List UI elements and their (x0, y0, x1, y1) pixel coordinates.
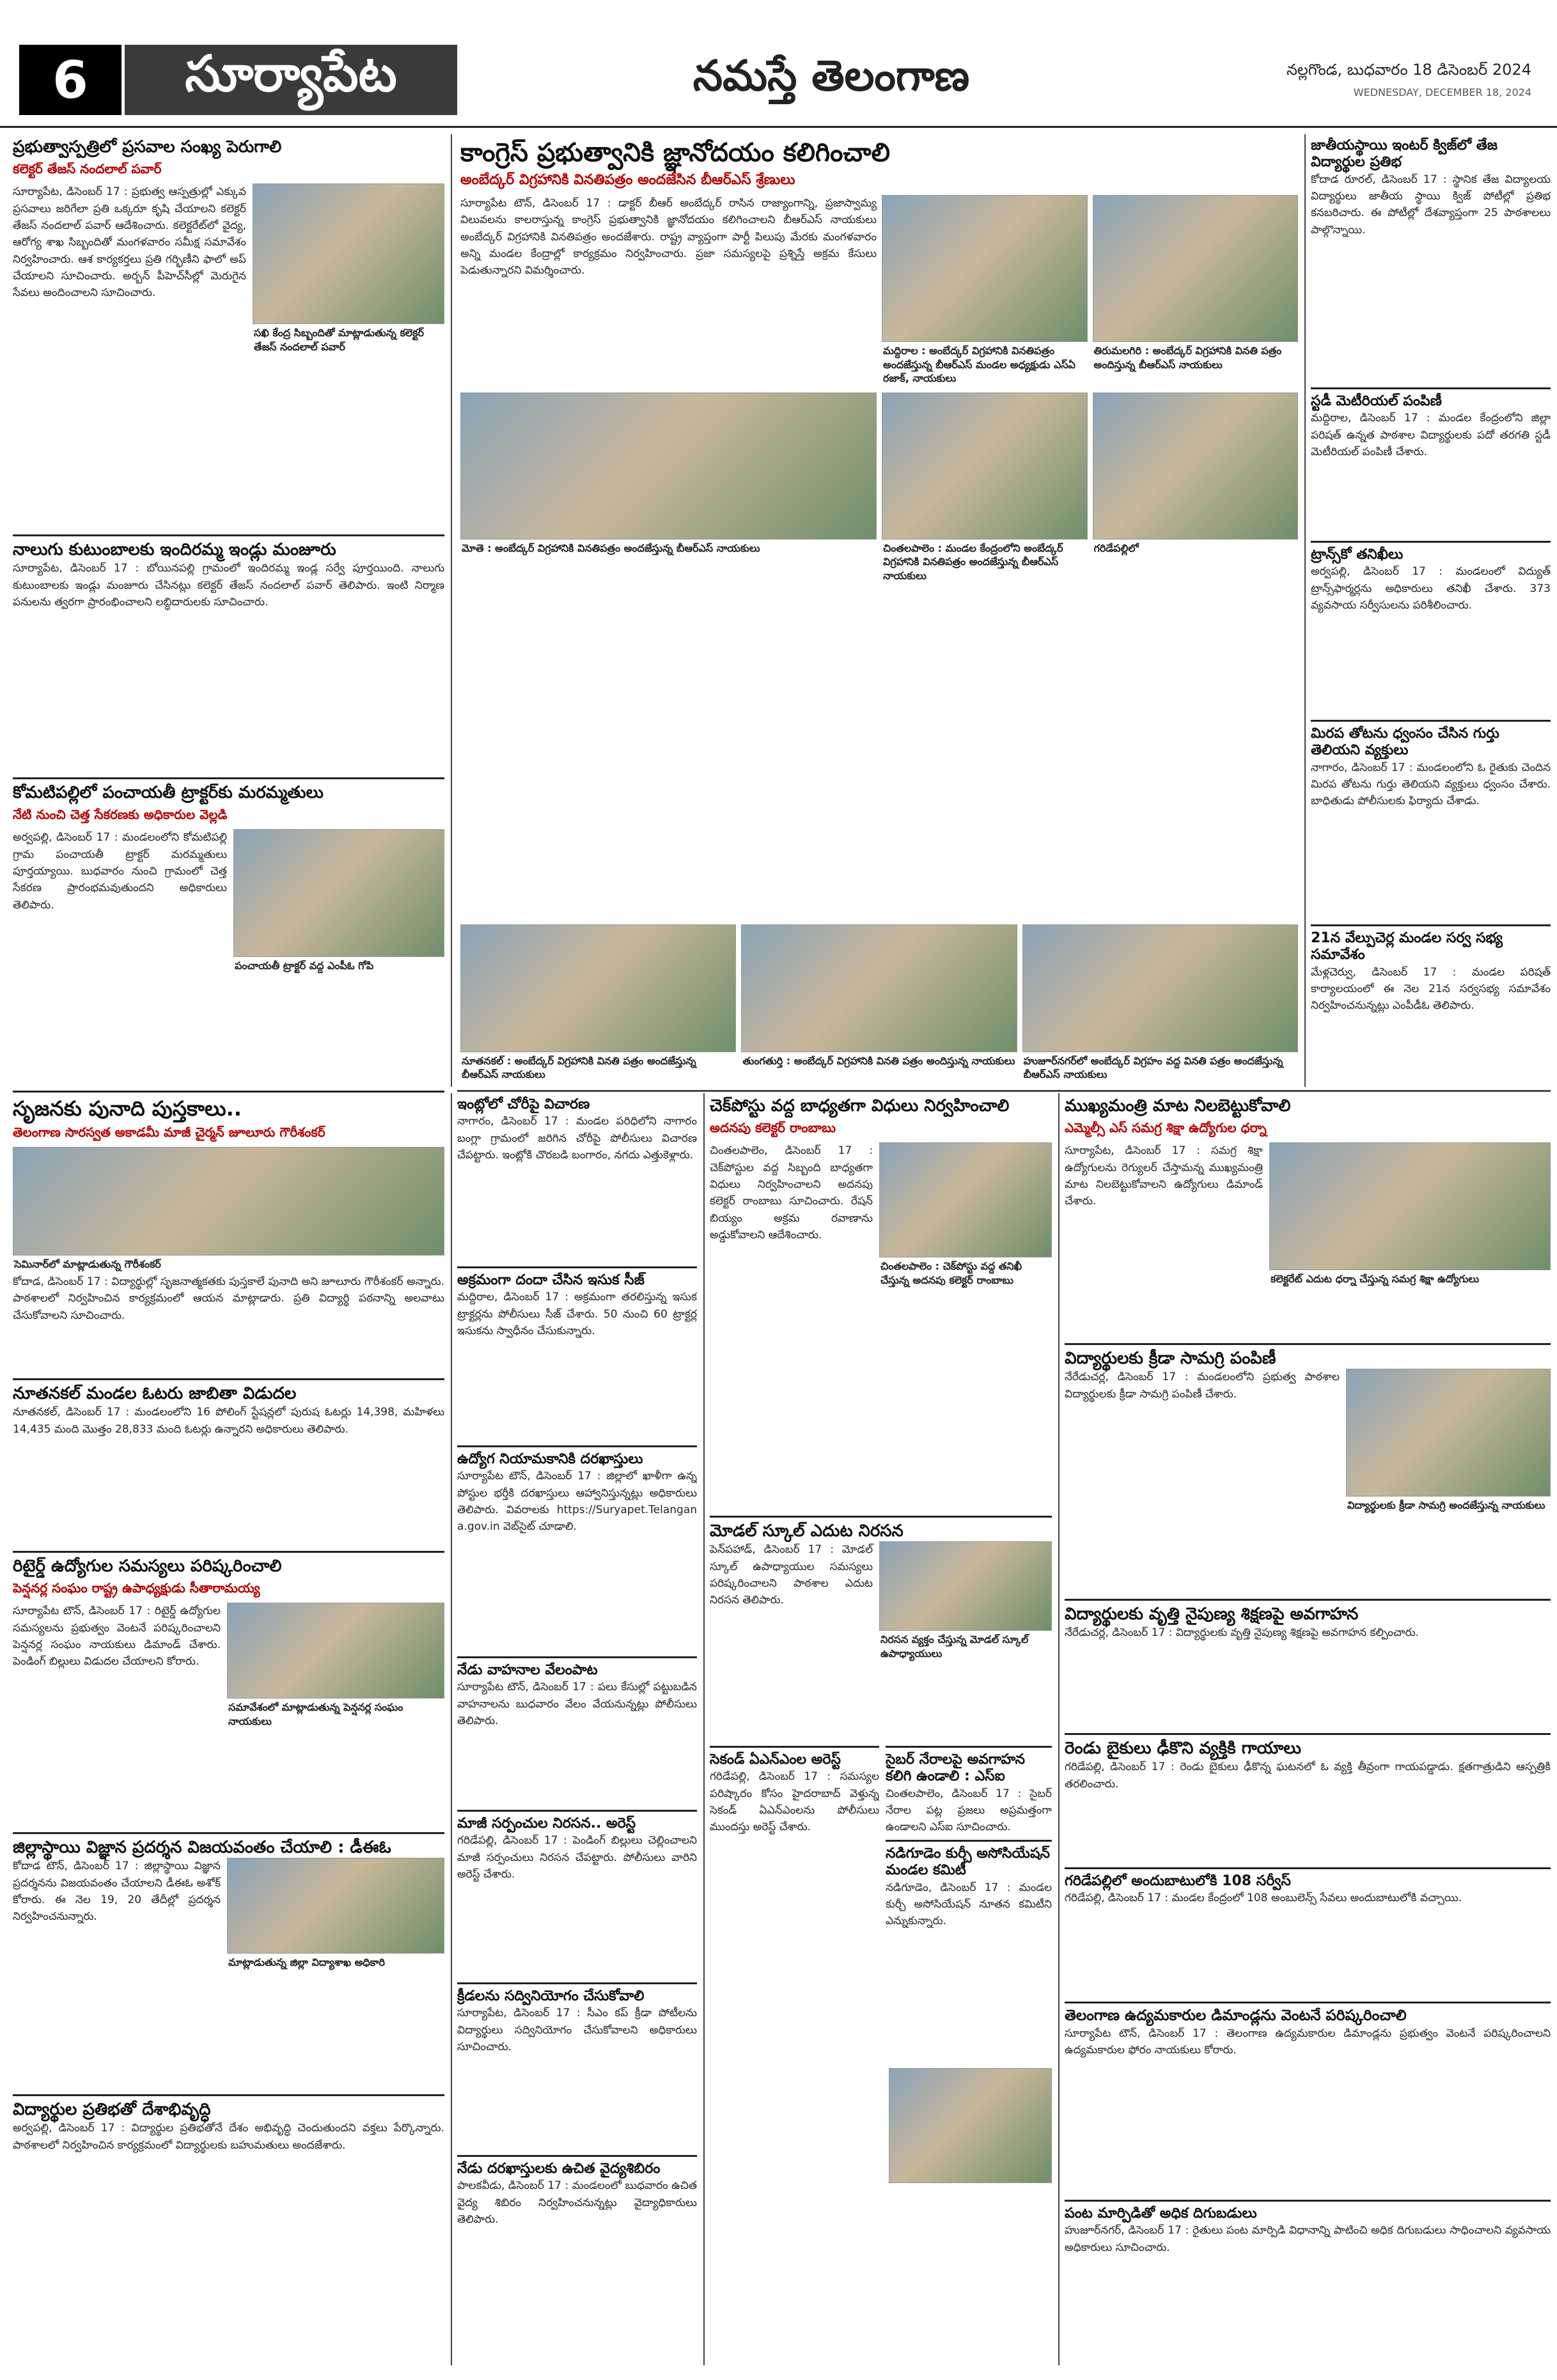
headline: జిల్లాస్థాయి విజ్ఞాన ప్రదర్శన విజయవంతం చేయాలి : డీఈఓ (13, 1838, 391, 1857)
lead-photo-7 (741, 924, 1017, 1052)
headline: నేడు దరఖాస్తులకు ఉచిత వైద్యశిబిరం (457, 2161, 661, 2177)
headline: నేడు వాహనాల వేలంపాట (457, 1662, 598, 1678)
article-body: అర్వపల్లి, డిసెంబర్ 17 : మండలంలో విద్యుత్ ట్రాన్స్‌ఫార్మర్లను అధికారులు తనిఖీ చేశారు. 373 వ్యవసాయ సర్వీసులను పరిశీలించారు. (1311, 565, 1551, 612)
headline: స్టడీ మెటీరియల్ పంపిణీ (1311, 393, 1442, 409)
subhead: ఎమ్మెల్సీ ఎస్ సమగ్ర శిక్షా ఉద్యోగుల ధర్నా (1065, 1120, 1267, 1136)
article-body: సూర్యాపేట, డిసెంబర్ 17 : సీఎం కప్ క్రీడా పోటీలను విద్యార్థులు సద్వినియోగం చేసుకోవాలని అధికారులు సూచించారు. (457, 2007, 697, 2054)
dharna-photo (1269, 1142, 1551, 1270)
article-body: నేరేడుచర్ల, డిసెంబర్ 17 : మండలంలోని ప్రభుత్వ పాఠశాల విద్యార్థులకు క్రీడా సామగ్రి పంపిణీ చేశారు. (1065, 1371, 1340, 1401)
dateline (1287, 61, 1531, 98)
article-body: మేళ్లచెర్వు, డిసెంబర్ 17 : మండల పరిషత్ కార్యాలయంలో ఈ నెల 21న సర్వసభ్య సమావేశం నిర్వహించనున్నట్లు ఎంపీడీఓ తెలిపారు. (1311, 965, 1551, 1013)
headline: విద్యార్థులకు క్రీడా సామగ్రి పంపిణీ (1065, 1349, 1276, 1368)
article-activists (1065, 1998, 1551, 2189)
headline: రిటైర్డ్ ఉద్యోగుల సమస్యలు పరిష్కరించాలి (13, 1557, 282, 1576)
article-medical-camp (457, 2151, 697, 2365)
article-crop-rotation (1065, 2196, 1551, 2365)
sports-kit-photo (1346, 1369, 1551, 1497)
tractor-photo (233, 829, 444, 957)
photo-caption: నిరసన వ్యక్తం చేస్తున్న మోడల్ స్కూల్ ఉపాధ్యాయులు (880, 1633, 1029, 1660)
article-body: కోదాడ, డిసెంబర్ 17 : విద్యార్థుల్లో సృజనాత్మకతకు పుస్తకాలే పునాది అని జూలూరు గౌరీశంకర్ అన్నారు. పాఠశాలలో నిర్వహించిన కార్యక్రమంలో ఆయన మాట్లాడారు. ప్రతి విద్యార్థి పఠనాన్ని అలవాటు చేసుకోవాలని సూచించారు. (13, 1275, 444, 1322)
article-sports (457, 1979, 697, 2145)
article-body: చింతలపాలెం, డిసెంబర్ 17 : చెక్‌పోస్టుల వద్ద సిబ్బంది బాధ్యతగా విధులు నిర్వహించాలని అదనపు కలెక్టర్ రాంబాబు సూచించారు. రేషన్ బియ్యం అక్రమ రవాణాను అడ్డుకోవాలని ఆదేశించారు. (710, 1144, 873, 1241)
photo-caption: పంచాయతీ ట్రాక్టర్ వద్ద ఎంపీఓ గోపి (235, 960, 374, 972)
article-sand-seized (457, 1263, 697, 1435)
article-body: కోదాడ రూరల్, డిసెంబర్ 17 : స్థానిక తేజ విద్యాలయ విద్యార్థులు జాతీయ స్థాయి క్విజ్ పోటీల్లో ప్రతిభ కనబరిచారు. ఈ పోటీల్లో దేశవ్యాప్తంగా 25 పాఠశాలలు పాల్గొన్నాయి. (1311, 173, 1551, 237)
article-body: చింతలపాలెం, డిసెంబర్ 17 : సైబర్ నేరాల పట్ల ప్రజలు అప్రమత్తంగా ఉండాలని ఎస్ఐ సూచించారు. (886, 1787, 1052, 1834)
article-body: సూర్యాపేట, డిసెంబర్ 17 : సమగ్ర శిక్షా ఉద్యోగులను రెగ్యులర్ చేస్తామన్న ముఖ్యమంత్రి మాట నిలబెట్టుకోవాలని ఉద్యోగులు డిమాండ్ చేశారు. (1065, 1144, 1263, 1208)
article-study-material (1311, 384, 1551, 531)
subhead: పెన్షనర్ల సంఘం రాష్ట్ర ఉపాధ్యక్షుడు సీతారామయ్య (13, 1580, 260, 1596)
photo-caption: తుంగతుర్తి : అంబేద్కర్ విగ్రహానికి వినతి పత్రం అందిస్తున్న నాయకులు (742, 1054, 1015, 1067)
article-quiz (1311, 137, 1551, 380)
lead-photo-6 (460, 924, 736, 1052)
article-body: నాగారం, డిసెంబర్ 17 : మండలంలోని ఓ రైతుకు చెందిన మిరప తోటను గుర్తు తెలియని వ్యక్తులు ధ్వంసం చేశారు. బాధితుడు పోలీసులకు ఫిర్యాదు చేశాడు. (1311, 761, 1551, 808)
headline: మాజీ సర్పంచుల నిరసన.. అరెస్ట్ (457, 1816, 636, 1832)
subhead: నేటి నుంచి చెత్త సేకరణకు అధికారుల వెల్లడి (13, 807, 228, 823)
headline: ఉద్యోగ నియామకానికి దరఖాస్తులు (457, 1451, 643, 1467)
lead-photo-3 (460, 393, 877, 540)
article-body: నడిగూడెం, డిసెంబర్ 17 : మండల కుర్చీ అసోసియేషన్ నూతన కమిటీని ఎన్నుకున్నారు. (886, 1881, 1052, 1928)
article-body: కోదాడ టౌన్, డిసెంబర్ 17 : జిల్లాస్థాయి విజ్ఞాన ప్రదర్శనను విజయవంతం చేయాలని డీఈఓ అశోక్ కోరారు. ఈ నెల 19, 20 తేదీల్లో ప్రదర్శన నిర్వహించనున్నారు. (13, 1860, 221, 1924)
newspaper-name: నమస్తే తెలంగాణ (692, 51, 970, 100)
headline: ట్రాన్స్‌కో తనిఖీలు (1311, 547, 1404, 563)
subhead: అదనపు కలెక్టర్ రాంబాబు (710, 1120, 836, 1136)
headline: అక్రమంగా దందా చేసిన ఇసుక సీజ్ (457, 1272, 645, 1288)
article-books (13, 1087, 444, 1368)
article-body: సూర్యాపేట టౌన్, డిసెంబర్ 17 : పలు కేసుల్లో పట్టుబడిన వాహనాలను బుధవారం వేలం వేయనున్నట్లు పోలీసులు తెలిపారు. (457, 1681, 697, 1728)
lead-subhead: అంబేద్కర్ విగ్రహానికి వినతిపత్రం అందజేసిన బీఆర్ఎస్ శ్రేణులు (460, 172, 795, 188)
article-body: సూర్యాపేట, డిసెంబర్ 17 : ప్రభుత్వ ఆస్పత్రుల్లో ఎక్కువ ప్రసవాలు జరిగేలా ప్రతి ఒక్కరూ కృషి చేయాలని కలెక్టర్ తేజస్ నందలాల్ పవార్ ఆదేశించారు. కలెక్టరేట్‌లో వైద్య, ఆరోగ్య శాఖ సిబ్బందితో మంగళవారం సమీక్ష సమావేశం నిర్వహించారు. ఆశ కార్యకర్తలు ప్రతి గర్భిణీని ఫాలో అప్ చేయాలని సూచించారు. అర్బన్ పీహెచ్‌సీల్లో మెరుగైన సేవలు అందించాలని సూచించారు. (13, 185, 246, 300)
article-body: సూర్యాపేట, డిసెంబర్ 17 : బోయినపల్లి గ్రామంలో ఇందిరమ్మ ఇండ్ల సర్వే పూర్తయింది. నాలుగు కుటుంబాలకు ఇండ్లు మంజూరు చేసినట్లు కలెక్టర్ తేజస్ నందలాల్ పవార్ తెలిపారు. ఇంటి నిర్మాణ పనులను త్వరగా ప్రారంభించాలని లబ్ధిదారులకు సూచించారు. (13, 562, 444, 609)
article-science-fair (13, 1828, 444, 2084)
article-body: సూర్యాపేట టౌన్, డిసెంబర్ 17 : జిల్లాలో ఖాళీగా ఉన్న పోస్టుల భర్తీకి దరఖాస్తులు ఆహ్వానిస్తున్నట్లు అధికారులు తెలిపారు. వివరాలకు https://Suryapet.Telangana.gov.in వెబ్‌సైట్ చూడాలి. (457, 1470, 697, 1534)
photo-caption: సమావేశంలో మాట్లాడుతున్న పెన్షనర్ల సంఘం నాయకులు (228, 1701, 403, 1727)
article-tractor-repair (13, 774, 444, 1080)
article-vehicle-auction (457, 1653, 697, 1800)
protest-photo (879, 1541, 1052, 1631)
association-photo (889, 2068, 1052, 2183)
lead-photo-1 (882, 195, 1088, 342)
article-body: సూర్యాపేట టౌన్, డిసెంబర్ 17 : తెలంగాణ ఉద్యమకారుల డిమాండ్లను ప్రభుత్వం వెంటనే పరిష్కరించాలని ఉద్యమకారుల ఫోరం నాయకులు కోరారు. (1065, 2026, 1551, 2057)
lead-photo-2 (1093, 195, 1299, 342)
article-body: నాగారం, డిసెంబర్ 17 : మండల పరిధిలోని నాగారం బంగ్లా గ్రామంలో జరిగిన చోరీపై పోలీసులు విచారణ చేపట్టారు. ఇంట్లోకి చొరబడి బంగారం, నగదు ఎత్తుకెళ్లారు. (457, 1115, 697, 1162)
headline: 21న వేల్పుచెర్ల మండల సర్వ సభ్య సమావేశం (1311, 930, 1503, 963)
headline: నడిగూడెం కుర్చీ అసోసియేషన్ మండల కమిటీ (886, 1845, 1050, 1879)
article-sarpanch-arrest (457, 1806, 697, 1972)
article-body: హుజూర్‌నగర్, డిసెంబర్ 17 : రైతులు పంట మార్పిడి విధానాన్ని పాటించి అధిక దిగుబడులు సాధించాలని వ్యవసాయ అధికారులు సూచించారు. (1065, 2224, 1551, 2254)
article-hospital-deliveries (13, 137, 444, 527)
article-body: గరిడేపల్లి, డిసెంబర్ 17 : రెండు బైకులు ఢీకొన్న ఘటనలో ఓ వ్యక్తి తీవ్రంగా గాయపడ్డాడు. క్షతగాత్రుడిని ఆస్పత్రికి తరలించారు. (1065, 1761, 1551, 1791)
article-body: గరిడేపల్లి, డిసెంబర్ 17 : పెండింగ్ బిల్లులు చెల్లించాలని మాజీ సర్పంచులు నిరసన చేపట్టారు. పోలీసులు వారిని అరెస్ట్ చేశారు. (457, 1834, 697, 1881)
headline: చెక్‌పోస్టు వద్ద బాధ్యతగా విధులు నిర్వహించాలి (710, 1096, 1010, 1116)
headline: కోమటిపల్లిలో పంచాయతీ ట్రాక్టర్‌కు మరమ్మతులు (13, 783, 324, 802)
checkpost-photo (879, 1142, 1052, 1257)
article-body: నేరేడుచర్ల, డిసెంబర్ 17 : విద్యార్థులకు వృత్తి నైపుణ్య శిక్షణపై అవగాహన కల్పించారు. (1065, 1626, 1420, 1640)
article-retired-employees (13, 1547, 444, 1822)
masthead (0, 0, 1557, 128)
article-body: సూర్యాపేట టౌన్, డిసెంబర్ 17 : రిటైర్డ్ ఉద్యోగుల సమస్యలను ప్రభుత్వం వెంటనే పరిష్కరించాలని పెన్షనర్ల సంఘం నాయకులు డిమాండ్ చేశారు. పెండింగ్ బిల్లులు విడుదల చేయాలని కోరారు. (13, 1605, 221, 1668)
page-number: 6 (19, 45, 121, 115)
photo-caption: విద్యార్థులకు క్రీడా సామగ్రి అందజేస్తున్న నాయకులు (1347, 1499, 1545, 1512)
article-body: పాలకవీడు, డిసెంబర్ 17 : మండలంలో బుధవారం ఉచిత వైద్య శిబిరం నిర్వహించనున్నట్లు వైద్యాధికారులు తెలిపారు. (457, 2179, 697, 2227)
subhead: తెలంగాణ సారస్వత అకాడమీ మాజీ చైర్మన్ జూలూరు గౌరీశంకర్ (13, 1124, 325, 1140)
headline: ఇంట్లోలో చోరీపై విచారణ (457, 1096, 590, 1112)
article-body: పెన్‌పహాడ్, డిసెంబర్ 17 : మోడల్ స్కూల్ ఉపాధ్యాయుల సమస్యలు పరిష్కరించాలని పాఠశాల ఎదుట నిరసన తెలిపారు. (710, 1543, 873, 1607)
article-cm-promise (1065, 1096, 1551, 1333)
headline: సెకండ్ ఏఎన్ఎంల అరెస్ట్ (710, 1752, 841, 1768)
headline: నూతనకల్ మండల ఓటరు జాబితా విడుదల (13, 1384, 297, 1403)
photo-caption: సఖి కేంద్ర సిబ్బందితో మాట్లాడుతున్న కలెక్టర్ తేజస్ నందలాల్ పవార్ (254, 327, 424, 353)
article-checkpost (710, 1096, 1052, 1505)
headline: పంట మార్పిడితో అధిక దిగుబడులు (1065, 2205, 1257, 2221)
article-lead-congress (460, 137, 1298, 1084)
lead-photo-4 (882, 393, 1088, 540)
meeting-photo (227, 1603, 444, 1699)
photo-caption: మోతె : అంబేద్కర్ విగ్రహానికి వినతిపత్రం అందజేస్తున్న బీఆర్ఎస్ నాయకులు (462, 541, 760, 554)
deo-photo (227, 1858, 444, 1954)
headline: విద్యార్థులకు వృత్తి నైపుణ్య శిక్షణపై అవగాహన (1065, 1605, 1359, 1624)
photo-caption: చింతలపాలెం : చెక్‌పోస్టు వద్ద తనిఖీ చేస్తున్న అదనపు కలెక్టర్ రాంబాబు (880, 1260, 1022, 1286)
photo-caption: గరిడేపల్లిలో (1093, 541, 1139, 554)
article-anm-arrest (710, 1742, 879, 2062)
article-body: అర్వపల్లి, డిసెంబర్ 17 : మండలంలోని కోమటిపల్లి గ్రామ పంచాయతీ ట్రాక్టర్ మరమ్మతులు పూర్తయ్యాయి. బుధవారం నుంచి గ్రామంలో చెత్త సేకరణ ప్రారంభమవుతుందని అధికారులు తెలిపారు. (13, 831, 227, 912)
article-vocational (1065, 1595, 1551, 1723)
article-sports-kits (1065, 1339, 1551, 1589)
subhead: కలెక్టర్ తేజస్ నందలాల్ పవార్ (13, 161, 162, 177)
headline: విద్యార్థుల ప్రతిభతో దేశాభివృద్ధి (13, 2100, 211, 2119)
date-telugu: నల్లగొండ, బుధవారం 18 డిసెంబర్ 2024 (1286, 61, 1531, 79)
headline: తెలంగాణ ఉద్యమకారుల డిమాండ్లను వెంటనే పరిష్కరించాలి (1065, 2007, 1407, 2024)
article-body: గరిడేపల్లి, డిసెంబర్ 17 : మండల కేంద్రంలో 108 అంబులెన్స్ సేవలు అందుబాటులోకి వచ్చాయి. (1065, 1892, 1462, 1905)
seminar-photo (13, 1147, 444, 1256)
article-body: మద్దిరాల, డిసెంబర్ 17 : అక్రమంగా తరలిస్తున్న ఇసుక ట్రాక్టర్లను పోలీసులు సీజ్ చేశారు. 50 నుంచి 60 ట్రాక్టర్ల ఇసుకను స్వాధీనం చేసుకున్నారు. (457, 1291, 697, 1338)
photo-caption: తిరుమలగిరి : అంబేద్కర్ విగ్రహానికి వినతి పత్రం అందిస్తున్న బీఆర్ఎస్ నాయకులు (1093, 345, 1282, 371)
lead-photo-5 (1093, 393, 1299, 540)
article-job-applications (457, 1442, 697, 1646)
lead-headline: కాంగ్రెస్ ప్రభుత్వానికి జ్ఞానోదయం కలిగించాలి (460, 138, 890, 167)
article-body: నూతనకల్, డిసెంబర్ 17 : మండలంలోని 16 పోలింగ్ స్టేషన్లలో పురుష ఓటర్లు 14,398, మహిళలు 14,435 మంది మొత్తం 28,833 మంది ఓటర్లు ఉన్నారని అధికారులు తెలిపారు. (13, 1406, 444, 1436)
article-108-service (1065, 1863, 1551, 1991)
headline: మోడల్ స్కూల్ ఎదుట నిరసన (710, 1521, 904, 1541)
article-theft (457, 1096, 697, 1256)
article-student-talent (13, 2090, 444, 2365)
headline: గరిడేపల్లిలో అందుబాటులోకి 108 సర్వీస్ (1065, 1873, 1291, 1889)
photo-caption: మాట్లాడుతున్న జిల్లా విద్యాశాఖ అధికారి (228, 1956, 386, 1969)
article-model-school (710, 1512, 1052, 1736)
photo-caption: చింతలపాలెం : మండల కేంద్రంలోని అంబేద్కర్ విగ్రహానికి వినతిపత్రం అందజేస్తున్న బీఆర్ఎస్ నాయకులు (883, 541, 1063, 582)
article-general-body (1311, 921, 1551, 1084)
photo-caption: హుజూర్‌నగర్‌లో అంబేద్కర్ విగ్రహం వద్ద వినతి పత్రం అందజేస్తున్న బీఆర్ఎస్ నాయకులు (1023, 1054, 1283, 1081)
lead-body: సూర్యాపేట టౌన్, డిసెంబర్ 17 : డాక్టర్ బీఆర్ అంబేద్కర్ రాసిన రాజ్యాంగాన్ని, ప్రజాస్వామ్య విలువలను కాలరాస్తున్న కాంగ్రెస్ ప్రభుత్వానికి జ్ఞానోదయం కలిగించాలని బీఆర్ఎస్ నాయకులు అంబేద్కర్ విగ్రహానికి వినతిపత్రం అందజేశారు. రాష్ట్ర వ్యాప్తంగా పార్టీ పిలుపు మేరకు మంగళవారం అన్ని మండల కేంద్రాల్లో కార్యక్రమం నిర్వహించారు. ప్రజా సమస్యలపై ప్రశ్నిస్తే అక్రమ కేసులు పెడుతున్నారని విమర్శించారు. (460, 197, 877, 277)
article-body: గరిడేపల్లి, డిసెంబర్ 17 : సమస్యల పరిష్కారం కోసం హైదరాబాద్ వెళ్తున్న సెకండ్ ఏఎన్ఎంలను పోలీసులు ముందస్తు అరెస్ట్ చేశారు. (710, 1770, 879, 1834)
headline: క్రీడలను సద్వినియోగం చేసుకోవాలి (457, 1988, 645, 2004)
article-bike-accident (1065, 1729, 1551, 1857)
photo-caption: నూతనకల్ : అంబేద్కర్ విగ్రహానికి వినతి పత్రం అందజేస్తున్న బీఆర్ఎస్ నాయకులు (462, 1054, 696, 1081)
photo-caption: సెమినార్‌లో మాట్లాడుతున్న గౌరీశంకర్ (14, 1258, 161, 1271)
collector-photo (253, 183, 444, 324)
article-body: మద్దిరాల, డిసెంబర్ 17 : మండల కేంద్రంలోని జిల్లా పరిషత్ ఉన్నత పాఠశాల విద్యార్థులకు పదో తరగతి స్టడీ మెటీరియల్ పంపిణీ చేశారు. (1311, 412, 1551, 459)
article-indiramma-houses (13, 531, 444, 767)
article-body: అర్వపల్లి, డిసెంబర్ 17 : విద్యార్థుల ప్రతిభతోనే దేశం అభివృద్ధి చెందుతుందని వక్తలు పేర్కొన్నారు. పాఠశాలలో నిర్వహించిన కార్యక్రమంలో విద్యార్థులకు బహుమతులు అందజేశారు. (13, 2122, 444, 2152)
article-chilli-farm (1311, 716, 1551, 914)
date-english: WEDNESDAY, DECEMBER 18, 2024 (1353, 86, 1531, 98)
article-transco (1311, 537, 1551, 710)
photo-caption: కలెక్టరేట్ ఎదుట ధర్నా చేస్తున్న సమగ్ర శిక్షా ఉద్యోగులు (1271, 1273, 1480, 1286)
photo-caption: మద్దిరాల : అంబేద్కర్ విగ్రహానికి వినతిపత్రం అందజేస్తున్న బీఆర్ఎస్ మండల అధ్యక్షుడు ఎస్ఏ రజాక్, నాయకులు (883, 345, 1076, 385)
headline: నాలుగు కుటుంబాలకు ఇందిరమ్మ ఇండ్లు మంజూరు (13, 540, 336, 559)
lead-photo-8 (1022, 924, 1298, 1052)
headline: సైబర్ నేరాలపై అవగాహన కలిగి ఉండాలి : ఎస్ఐ (886, 1752, 1025, 1785)
article-cyber-crime (886, 1742, 1052, 2062)
article-voter-list (13, 1374, 444, 1541)
headline: సృజనకు పునాది పుస్తకాలు.. (13, 1096, 242, 1121)
headline: రెండు బైకులు ఢీకొని వ్యక్తికి గాయాలు (1065, 1739, 1301, 1758)
headline: ముఖ్యమంత్రి మాట నిలబెట్టుకోవాలి (1065, 1096, 1291, 1116)
headline: మిరప తోటను ధ్వంసం చేసిన గుర్తు తెలియని వ్యక్తులు (1311, 726, 1499, 759)
headline: ప్రభుత్వాస్పత్రిలో ప్రసవాల సంఖ్య పెరుగాలి (13, 137, 282, 157)
headline: జాతీయస్థాయి ఇంటర్ క్విజ్‌లో తేజ విద్యార్థుల ప్రతిభ (1311, 137, 1498, 171)
section-title: సూర్యాపేట (125, 45, 457, 115)
